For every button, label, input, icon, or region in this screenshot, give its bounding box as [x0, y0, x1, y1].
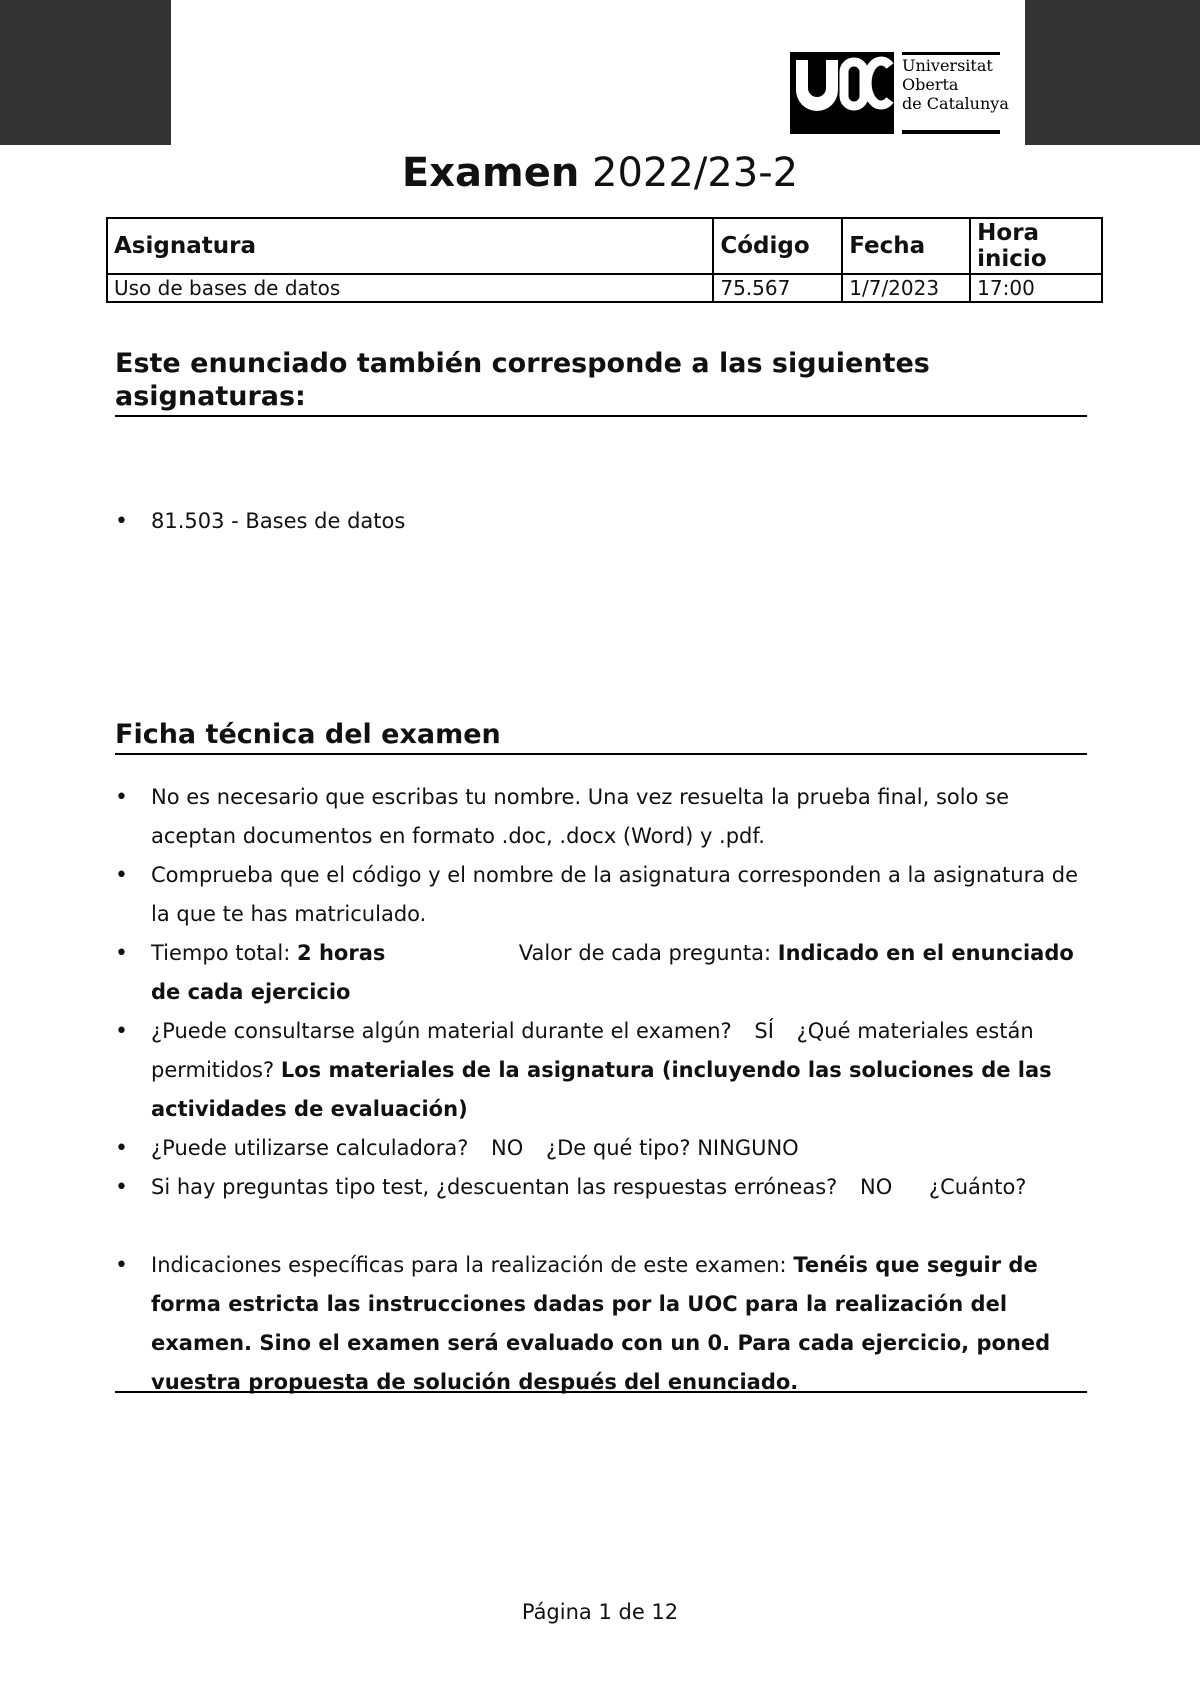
logo-wordmark: [902, 56, 1009, 113]
list-item: • No es necesario que escribas tu nombre. Una vez resuelta la prueba final, solo se aceptan documentos en formato .doc, .docx (Word) y .pdf.: [115, 778, 1095, 856]
list-item: • Comprueba que el código y el nombre de la asignatura corresponden a la asignatura de la que te has matriculado.: [115, 856, 1095, 934]
cell-asignatura: Uso de bases de datos: [107, 274, 713, 302]
cell-codigo: 75.567: [713, 274, 842, 302]
valor-value: Indicado en el enunciado de cada ejercicio: [151, 941, 1074, 1004]
cell-fecha: 1/7/2023: [842, 274, 970, 302]
exam-info-table: [106, 217, 1103, 303]
calculator-type-question: ¿De qué tipo?: [545, 1136, 691, 1160]
calculator-type-answer: NINGUNO: [697, 1136, 799, 1160]
header-corner-right: [1025, 0, 1200, 145]
materials-question: ¿Qué materiales están permitidos?: [151, 1019, 1034, 1082]
tiempo-value: 2 horas: [297, 941, 386, 965]
table-header-row: [107, 218, 1102, 274]
header-corner-left: [0, 0, 171, 145]
calculator-question: ¿Puede utilizarse calculadora?: [151, 1136, 469, 1160]
materials-answer: Los materiales de la asignatura (incluyendo las soluciones de las actividades de evaluación): [151, 1058, 1052, 1121]
valor-label: Valor de cada pregunta:: [518, 941, 772, 965]
logo-line-1: Universitat: [902, 56, 993, 75]
header-fecha: Fecha: [842, 218, 970, 274]
list-item: [115, 1168, 1095, 1207]
logo-rule-top: [902, 52, 1000, 55]
section-heading-asignaturas: Este enunciado también corresponde a las siguientes asignaturas:: [115, 347, 1087, 417]
related-subjects-list: [115, 502, 1095, 541]
material-question: ¿Puede consultarse algún material durante el examen?: [151, 1019, 732, 1043]
tiempo-label: Tiempo total:: [151, 941, 291, 965]
header-codigo: Código: [713, 218, 842, 274]
indications-value: Tenéis que seguir de forma estricta las instrucciones dadas por la UOC para la realización del examen. Sino el examen será evaluado con un 0. Para cada ejercicio, poned vuestra propuesta de solución después del enunciado.: [151, 1253, 1051, 1394]
exam-title-term: 2022/23-2: [592, 150, 799, 196]
cell-hora-inicio: 17:00: [970, 274, 1102, 302]
exam-details-list: [115, 778, 1095, 1402]
uoc-logo: [790, 52, 1010, 134]
list-item: [115, 1129, 1095, 1168]
logo-rule-bottom: [902, 130, 1000, 134]
page-number: Página 1 de 12: [521, 1600, 679, 1624]
calculator-answer: NO: [491, 1136, 524, 1160]
uoc-logo-mark: [790, 52, 894, 134]
logo-line-2: Oberta: [902, 75, 959, 94]
list-item: • 81.503 - Bases de datos: [115, 502, 1095, 541]
section-heading-ficha: Ficha técnica del examen: [115, 718, 1087, 755]
logo-line-3: de Catalunya: [902, 94, 1009, 113]
test-amount-question: ¿Cuánto?: [928, 1175, 1027, 1199]
exam-title: [0, 150, 1200, 196]
list-item: [115, 1246, 1095, 1402]
material-answer: SÍ: [754, 1019, 774, 1043]
header-hora-inicio: Hora inicio: [970, 218, 1102, 274]
test-answer: NO: [859, 1175, 893, 1199]
header-asignatura: Asignatura: [107, 218, 713, 274]
list-item: [115, 934, 1095, 1012]
section-end-rule: [115, 1391, 1087, 1393]
exam-title-word: Examen: [401, 150, 580, 196]
indications-label: Indicaciones específicas para la realización de este examen:: [151, 1253, 787, 1277]
list-item: [115, 1012, 1095, 1129]
table-row: [107, 274, 1102, 302]
test-question: Si hay preguntas tipo test, ¿descuentan las respuestas erróneas?: [151, 1175, 838, 1199]
